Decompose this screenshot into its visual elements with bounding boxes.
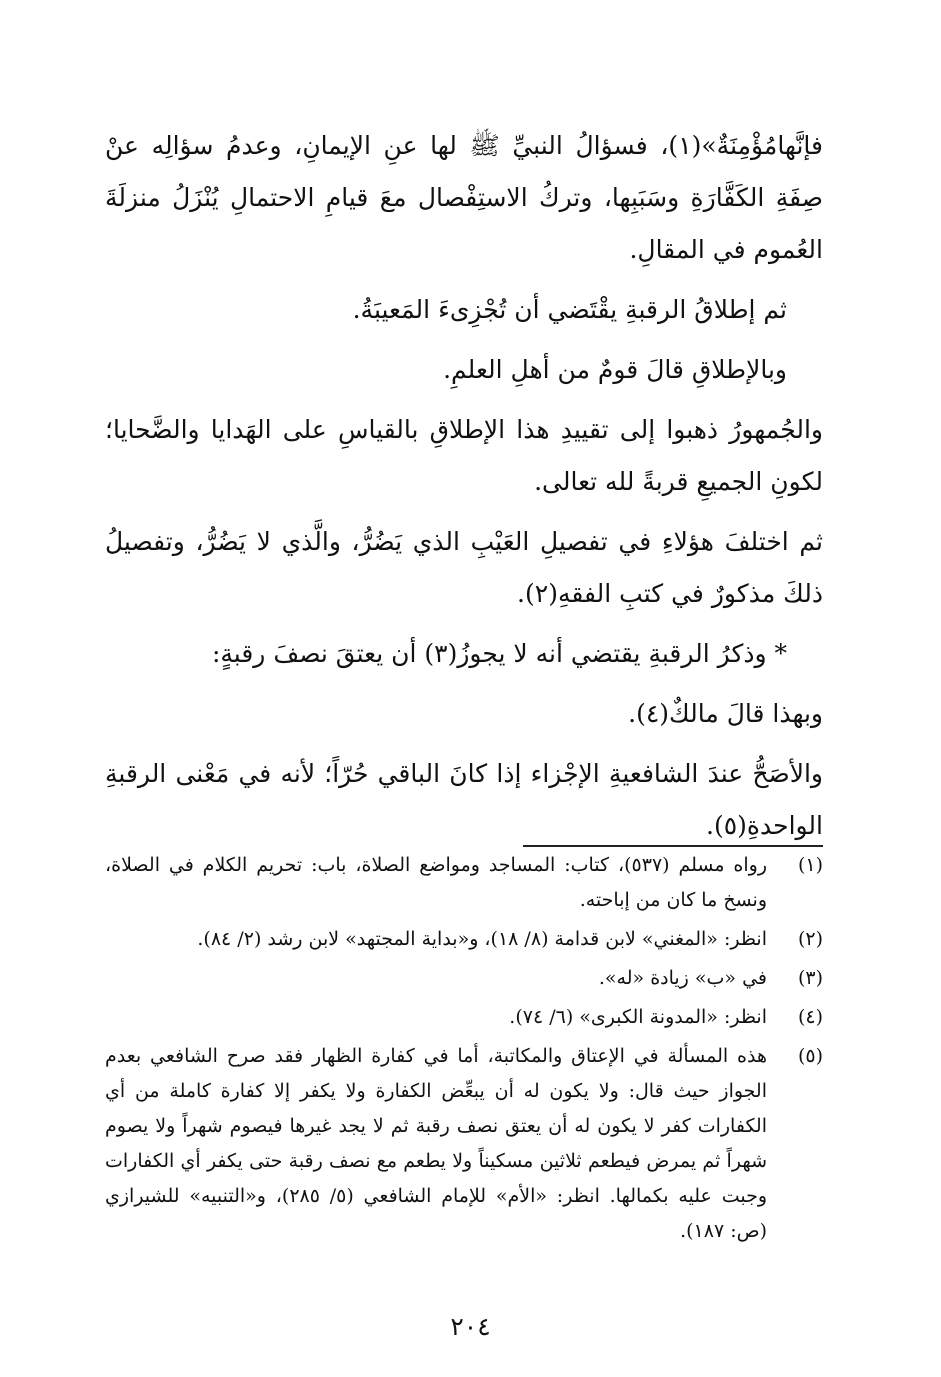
main-text	[105, 120, 823, 860]
footnote-number: (٤)	[797, 1006, 823, 1028]
footnote-text: في «ب» زيادة «له».	[598, 967, 767, 989]
footnotes	[105, 848, 823, 1253]
paragraph-5: ثم اختلفَ هؤلاءِ في تفصيلِ العَيْبِ الذي يَضُرُّ، والَّذي لا يَضُرُّ، وتفصيلُ ذلكَ مذكورٌ في كتبِ الفقهِ(٢).	[105, 527, 823, 608]
footnote-3	[105, 961, 823, 996]
paragraph-3: وبالإطلاقِ قالَ قومٌ من أهلِ العلمِ.	[443, 355, 787, 384]
footnote-number: (٣)	[797, 967, 823, 989]
footnote-separator	[523, 845, 823, 847]
page-number: ٢٠٤	[450, 1312, 491, 1341]
paragraph-6: * وذكرُ الرقبةِ يقتضي أنه لا يجوزُ(٣) أن يعتقَ نصفَ رقبةٍ:	[211, 639, 787, 668]
footnote-2	[105, 922, 823, 957]
footnote-text: انظر: «المغني» لابن قدامة (٨/ ١٨)، و«بداية المجتهد» لابن رشد (٢/ ٨٤).	[197, 928, 767, 950]
footnote-number: (٢)	[797, 928, 823, 950]
footnote-1	[105, 848, 823, 918]
footnote-number: (١)	[797, 854, 823, 876]
footnote-number: (٥)	[797, 1045, 823, 1067]
paragraph-2: ثم إطلاقُ الرقبةِ يقْتَضي أن تُجْزِىءَ المَعيبَةُ.	[352, 295, 787, 324]
footnote-4	[105, 1000, 823, 1035]
footnote-text: هذه المسألة في الإعتاق والمكاتبة، أما في كفارة الظهار فقد صرح الشافعي بعدم الجواز حيث قال: ولا يكون له أن يبعِّض الكفارة ولا يكفر إلا كفارة كاملة من أي الكفارات كفر لا يكون له أن يعتق نصف رقبة ثم لا يجد غيرها فيصوم شهراً ولا يصوم شهراً ثم يمرض فيطعم ثلاثين مسكيناً ولا يطعم مع نصف رقبة حتى يكفر أي الكفارات وجبت عليه بكمالها. انظر: «الأم» للإمام الشافعي (٥/ ٢٨٥)، و«التنبيه» للشيرازي (ص: ١٨٧).	[105, 1045, 767, 1242]
paragraph-7: وبهذا قالَ مالكٌ(٤).	[628, 699, 823, 728]
paragraph-8: والأصَحُّ عندَ الشافعيةِ الإجْزاء إذا كانَ الباقي حُرّاً؛ لأنه في مَعْنى الرقبةِ الواحدةِ(٥).	[105, 759, 823, 840]
footnote-5	[105, 1039, 823, 1249]
footnote-text: انظر: «المدونة الكبرى» (٦/ ٧٤).	[509, 1006, 767, 1028]
paragraph-1: فإنَّهامُؤْمِنَةٌ»(١)، فسؤالُ النبيِّ ﷺ لها عنِ الإيمانِ، وعدمُ سؤالِه عنْ صِفَةِ الكَفَّارَةِ وسَبَبِها، وتركُ الاستِفْصال معَ قيامِ الاحتمالِ يُنْزَلُ منزلَةَ العُموم في المقالِ.	[105, 131, 823, 264]
paragraph-4: والجُمهورُ ذهبوا إلى تقييدِ هذا الإطلاقِ بالقياسِ على الهَدايا والضَّحايا؛ لكونِ الجميعِ قربةً لله تعالى.	[105, 415, 823, 496]
footnote-text: رواه مسلم (٥٣٧)، كتاب: المساجد ومواضع الصلاة، باب: تحريم الكلام في الصلاة، ونسخ ما كان من إباحته.	[105, 854, 768, 911]
